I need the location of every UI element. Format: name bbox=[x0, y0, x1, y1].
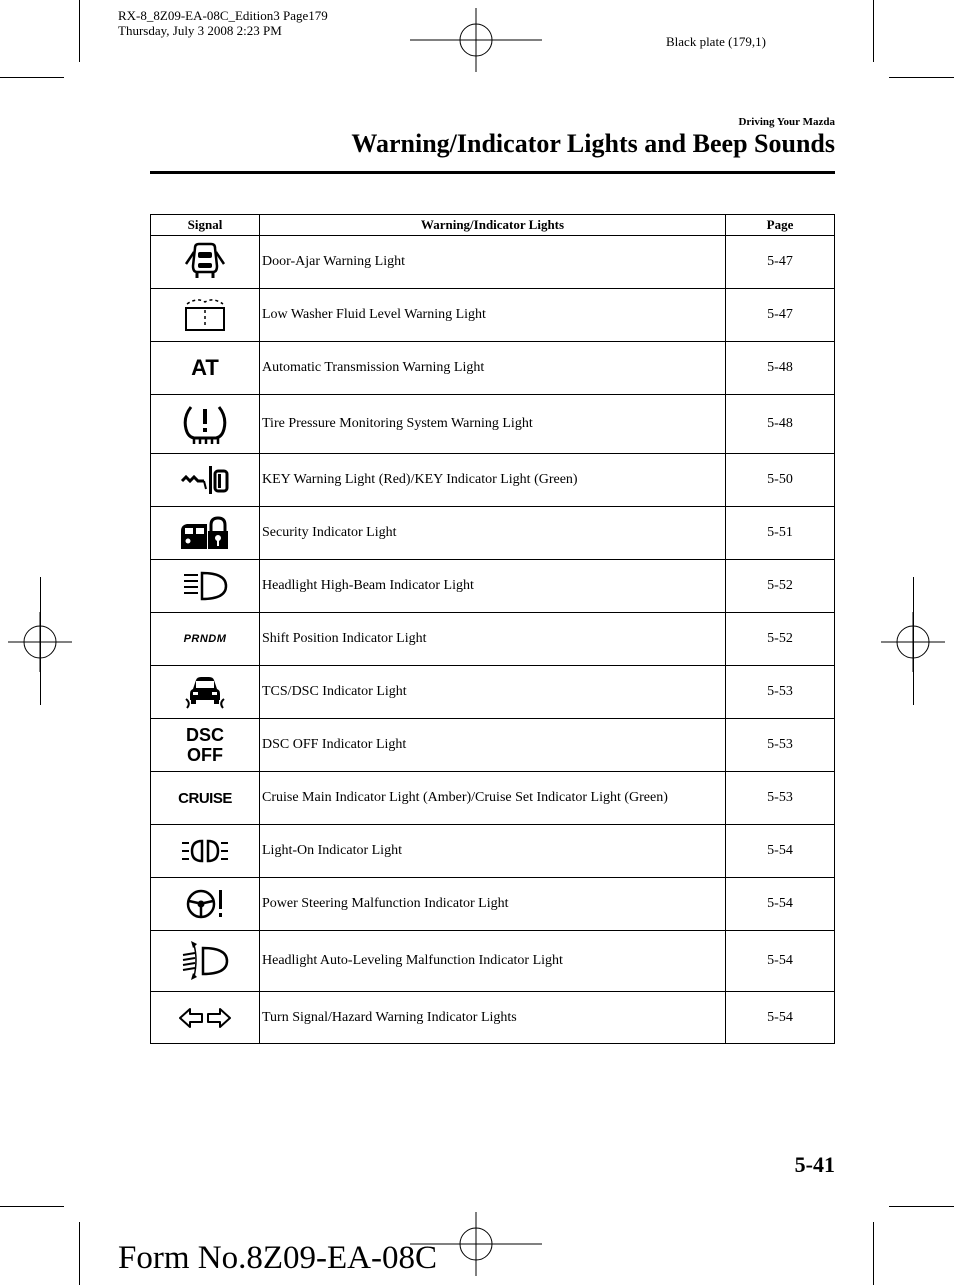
high-beam-icon bbox=[182, 570, 228, 602]
turn-signal-icon bbox=[178, 1006, 232, 1030]
at-icon: AT bbox=[191, 355, 219, 380]
table-row bbox=[151, 342, 835, 395]
light-on-icon bbox=[180, 837, 230, 865]
table-row bbox=[151, 825, 835, 878]
page-reference: 5-54 bbox=[726, 878, 835, 931]
light-name: TCS/DSC Indicator Light bbox=[260, 666, 726, 719]
light-name: DSC OFF Indicator Light bbox=[260, 719, 726, 772]
lights-column-header: Warning/Indicator Lights bbox=[260, 215, 726, 236]
auto-leveling-icon bbox=[181, 939, 229, 983]
page-number: 5-41 bbox=[794, 1152, 835, 1177]
table-row bbox=[151, 507, 835, 560]
title-rule bbox=[150, 171, 835, 174]
page-title: Warning/Indicator Lights and Beep Sounds bbox=[351, 129, 835, 158]
tire-pressure-icon bbox=[182, 401, 228, 447]
table-row bbox=[151, 395, 835, 454]
light-name: Door-Ajar Warning Light bbox=[260, 236, 726, 289]
print-timestamp: Thursday, July 3 2008 2:23 PM bbox=[118, 23, 282, 38]
registration-mark-left bbox=[8, 612, 72, 672]
table-row bbox=[151, 613, 835, 666]
print-file-name: RX-8_8Z09-EA-08C_Edition3 Page179 bbox=[118, 8, 328, 23]
light-name: Turn Signal/Hazard Warning Indicator Lights bbox=[260, 992, 726, 1044]
page-reference: 5-47 bbox=[726, 289, 835, 342]
light-name: Cruise Main Indicator Light (Amber)/Cruise Set Indicator Light (Green) bbox=[260, 772, 726, 825]
tcs-dsc-icon bbox=[183, 673, 227, 711]
light-name: Shift Position Indicator Light bbox=[260, 613, 726, 666]
security-icon bbox=[179, 515, 231, 551]
table-header-row bbox=[151, 215, 835, 236]
section-label: Driving Your Mazda bbox=[738, 116, 835, 128]
light-name: Security Indicator Light bbox=[260, 507, 726, 560]
page-reference: 5-53 bbox=[726, 772, 835, 825]
page-reference: 5-50 bbox=[726, 454, 835, 507]
form-number: Form No.8Z09-EA-08C bbox=[118, 1240, 437, 1276]
table-row bbox=[151, 560, 835, 613]
registration-mark-top bbox=[410, 8, 542, 72]
off-text: OFF bbox=[186, 745, 223, 765]
page-reference: 5-48 bbox=[726, 395, 835, 454]
page-reference: 5-52 bbox=[726, 613, 835, 666]
table-row bbox=[151, 878, 835, 931]
power-steering-icon bbox=[183, 887, 227, 921]
table-row bbox=[151, 289, 835, 342]
signals-table bbox=[150, 214, 835, 1044]
key-icon bbox=[180, 463, 230, 497]
light-name: Automatic Transmission Warning Light bbox=[260, 342, 726, 395]
page-reference: 5-48 bbox=[726, 342, 835, 395]
table-row bbox=[151, 772, 835, 825]
shift-position-icon: PRNDM bbox=[183, 632, 227, 645]
washer-fluid-icon bbox=[183, 296, 227, 334]
table-row bbox=[151, 719, 835, 772]
table-row bbox=[151, 454, 835, 507]
light-name: Low Washer Fluid Level Warning Light bbox=[260, 289, 726, 342]
page-reference: 5-54 bbox=[726, 931, 835, 992]
cruise-icon: CRUISE bbox=[178, 789, 232, 807]
table-row bbox=[151, 931, 835, 992]
table-row bbox=[151, 666, 835, 719]
door-ajar-icon bbox=[183, 242, 227, 282]
light-name: KEY Warning Light (Red)/KEY Indicator Light (Green) bbox=[260, 454, 726, 507]
light-name: Light-On Indicator Light bbox=[260, 825, 726, 878]
light-name: Headlight Auto-Leveling Malfunction Indicator Light bbox=[260, 931, 726, 992]
dsc-text: DSC bbox=[185, 725, 224, 745]
table-row bbox=[151, 992, 835, 1044]
page-reference: 5-47 bbox=[726, 236, 835, 289]
print-metadata bbox=[118, 8, 328, 38]
page-reference: 5-53 bbox=[726, 719, 835, 772]
plate-label: Black plate (179,1) bbox=[666, 34, 766, 49]
page-reference: 5-54 bbox=[726, 825, 835, 878]
dsc-off-icon bbox=[186, 725, 224, 765]
page-reference: 5-53 bbox=[726, 666, 835, 719]
light-name: Power Steering Malfunction Indicator Light bbox=[260, 878, 726, 931]
light-name: Headlight High-Beam Indicator Light bbox=[260, 560, 726, 613]
table-row bbox=[151, 236, 835, 289]
registration-mark-right bbox=[881, 612, 945, 672]
page-reference: 5-54 bbox=[726, 992, 835, 1044]
signal-column-header: Signal bbox=[151, 215, 260, 236]
page-reference: 5-51 bbox=[726, 507, 835, 560]
light-name: Tire Pressure Monitoring System Warning Light bbox=[260, 395, 726, 454]
page-reference: 5-52 bbox=[726, 560, 835, 613]
page-column-header: Page bbox=[726, 215, 835, 236]
